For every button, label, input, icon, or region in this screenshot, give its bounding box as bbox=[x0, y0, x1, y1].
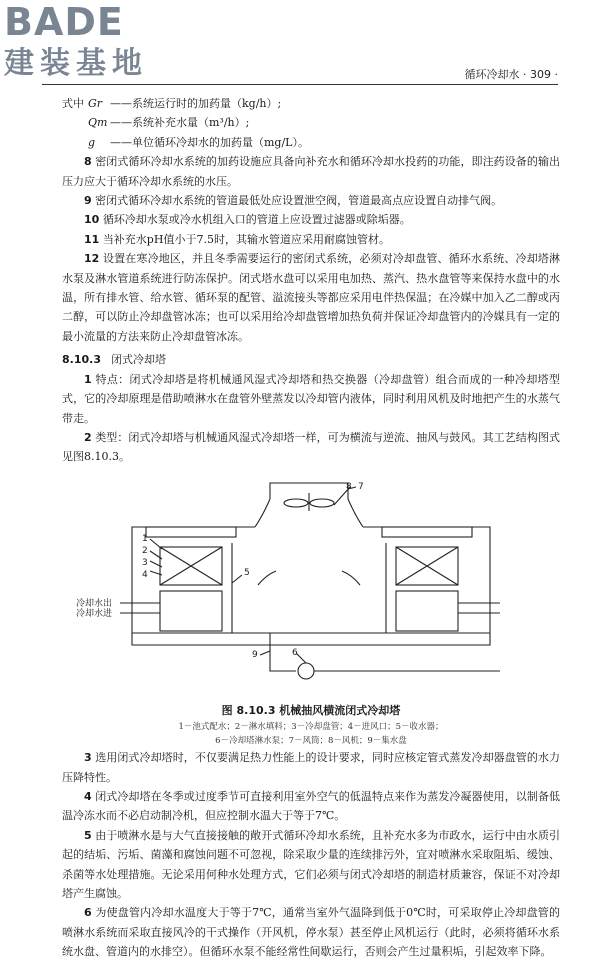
figure-legend bbox=[62, 720, 560, 748]
tower-casing bbox=[132, 527, 490, 645]
clause-number: 12 bbox=[84, 252, 100, 266]
clause-number: 9 bbox=[84, 194, 92, 208]
definition-symbol: g bbox=[88, 135, 96, 149]
clause-number: 1 bbox=[84, 372, 92, 386]
clause-number: 5 bbox=[84, 828, 92, 842]
clause-text: 为使盘管内冷却水温度大于等于7℃，通常当室外气温降到低于0℃时，可采取停止冷却盘管的喷淋水系统而采取直接风冷的干式操作（开风机，停水泵）甚至停止风机运行（此时，必须将循环水系统水盘、管道内的水排空）。但循环水泵不能经常性间歇运行，否则会产生过量积垢，引起效率下降。 bbox=[62, 906, 561, 959]
right-fill-pack bbox=[396, 591, 458, 631]
clause-paragraph bbox=[62, 152, 560, 191]
clause-number: 8 bbox=[84, 155, 92, 169]
spray-pump bbox=[298, 663, 314, 679]
callout-4: 4 bbox=[142, 569, 148, 580]
clause-paragraph bbox=[62, 748, 560, 787]
section-heading bbox=[62, 350, 560, 369]
clause-paragraph bbox=[62, 903, 560, 961]
header-rule bbox=[42, 84, 558, 85]
fan-blade-right bbox=[310, 499, 334, 507]
cooling-tower-diagram bbox=[76, 475, 500, 701]
definition-row bbox=[62, 94, 560, 113]
definition-prefix: 式中 bbox=[62, 97, 84, 110]
callout-2: 2 bbox=[142, 545, 148, 556]
clause-text: 闭式冷却塔在冬季或过度季节可直接利用室外空气的低温特点来作为蒸发冷凝器使用，以制备低温冷冻水而不必启动制冷机，但应控制水温大于等于7℃。 bbox=[62, 789, 561, 823]
clause-number: 3 bbox=[84, 751, 92, 765]
cooling-tower-figure bbox=[62, 475, 560, 701]
callout-8: 8 bbox=[346, 481, 352, 492]
clause-text: 密闭式循环冷却水系统的管道最低处应设置泄空阀，管道最高点应设置自动排气阀。 bbox=[95, 194, 503, 208]
symbol-definitions bbox=[62, 94, 560, 152]
definition-text: ——单位循环冷却水的加药量（mg/L）。 bbox=[110, 135, 309, 149]
section-number: 8.10.3 bbox=[62, 353, 101, 367]
right-distribution-basin bbox=[382, 527, 472, 537]
callout-7: 7 bbox=[358, 481, 364, 492]
airflow-arrow-right bbox=[342, 571, 360, 585]
clause-text: 由于喷淋水是与大气直接接触的敞开式循环冷却水系统，且补充水多为市政水，运行中由水质引起的结垢、污垢、菌藻和腐蚀问题不可忽视，除采取少量的连续排污外，宜对喷淋水采取阻垢、缓蚀、杀菌等水处理措施。无论采用何种水处理方式，它们必须与闭式冷却塔的制造材质兼容，保证不对冷却塔产生腐蚀。 bbox=[62, 828, 561, 900]
definition-symbol: Gr bbox=[88, 97, 103, 110]
clause-number: 4 bbox=[84, 789, 92, 803]
stack-left-curve bbox=[255, 499, 270, 527]
left-distribution-basin bbox=[146, 527, 236, 537]
clause-paragraph bbox=[62, 370, 560, 428]
stack-right-curve bbox=[348, 499, 363, 527]
callout-9: 9 bbox=[252, 649, 258, 660]
clause-text: 设置在寒冷地区，并且冬季需要运行的密闭式系统，必须对冷却盘管、循环水系统、冷却塔淋水泵及淋水管道系统进行防冻保护。闭式塔水盘可以采用电加热、蒸汽、热水盘管等来保持水盘中的水温，所有排水管、给水管、循环泵的配管、溢流接头等都应采用电伴热保温；在冷媒中加入乙二醇或丙二醇，可以防止冷却盘管冰冻；也可以采用给冷却盘管增加热负荷并保证冷却盘管内的冷媒具有一定的最小流量的方法来防止冷却盘管冰冻。 bbox=[62, 252, 561, 343]
clause-paragraph bbox=[62, 191, 560, 210]
callout-1: 1 bbox=[142, 533, 148, 544]
bade-logo bbox=[4, 2, 184, 90]
logo-subtitle: 建装基地 bbox=[4, 46, 148, 81]
running-head: 循环冷却水 · 309 · bbox=[464, 68, 558, 81]
clause-number: 2 bbox=[84, 430, 92, 444]
clause-text: 密闭式循环冷却水系统的加药设施应具备向补充水和循环冷却水投药的功能，即注药设备的输出压力应大于循环冷却水系统的水压。 bbox=[62, 155, 561, 188]
label-water-out: 冷却水出 bbox=[76, 598, 113, 609]
clause-number: 11 bbox=[84, 232, 100, 246]
fan-blade-left bbox=[284, 499, 308, 507]
clause-number: 6 bbox=[84, 906, 92, 920]
clause-paragraph bbox=[62, 249, 560, 346]
page-body bbox=[62, 94, 560, 962]
clause-text: 类型：闭式冷却塔与机械通风湿式冷却塔一样，可为横流与逆流、抽风与鼓风。其工艺结构图式见图8.10.3。 bbox=[62, 430, 561, 464]
clause-paragraph bbox=[62, 210, 560, 229]
logo-wordmark: BADE bbox=[4, 0, 124, 44]
figure-legend-line: 6－冷却塔淋水泵；7－风筒；8－风机；9－集水盘 bbox=[215, 736, 407, 747]
left-fill-pack bbox=[160, 591, 222, 631]
callout-5: 5 bbox=[244, 567, 250, 578]
clause-number: 10 bbox=[84, 213, 100, 227]
callout-6: 6 bbox=[292, 647, 298, 658]
label-water-in: 冷却水进 bbox=[76, 608, 113, 619]
clause-paragraph bbox=[62, 826, 560, 904]
airflow-arrow-left bbox=[258, 571, 276, 585]
clause-text: 当补充水pH值小于7.5时，其输水管道应采用耐腐蚀管材。 bbox=[102, 232, 390, 246]
clause-text: 特点：闭式冷却塔是将机械通风湿式冷却塔和热交换器（冷却盘管）组合而成的一种冷却塔型式，它的冷却原理是借助喷淋水在盘管外壁蒸发以冷却管内液体，同时利用风机及时地把产生的水蒸气带走。 bbox=[62, 372, 561, 425]
definition-text: ——系统补充水量（m³/h）; bbox=[110, 116, 250, 130]
clause-paragraph bbox=[62, 230, 560, 249]
section-title: 闭式冷却塔 bbox=[110, 353, 166, 367]
callout-3: 3 bbox=[142, 557, 148, 568]
definition-symbol: Qm bbox=[88, 116, 108, 130]
definition-row bbox=[62, 133, 560, 152]
clause-text: 循环冷却水泵或冷水机组入口的管道上应设置过滤器或除垢器。 bbox=[102, 213, 411, 227]
definition-row bbox=[62, 113, 560, 132]
definition-text: ——系统运行时的加药量（kg/h）; bbox=[110, 97, 282, 110]
figure-legend-line: 1－池式配水；2－淋水填料；3－冷却盘管；4－进风口；5－收水器； bbox=[178, 722, 444, 733]
figure-caption: 图 8.10.3 机械抽风横流闭式冷却塔 bbox=[221, 703, 401, 717]
clause-text: 选用闭式冷却塔时，不仅要满足热力性能上的设计要求，同时应核定管式蒸发冷却器盘管的水力压降特性。 bbox=[62, 751, 561, 784]
clause-paragraph bbox=[62, 787, 560, 826]
clause-paragraph bbox=[62, 428, 560, 467]
